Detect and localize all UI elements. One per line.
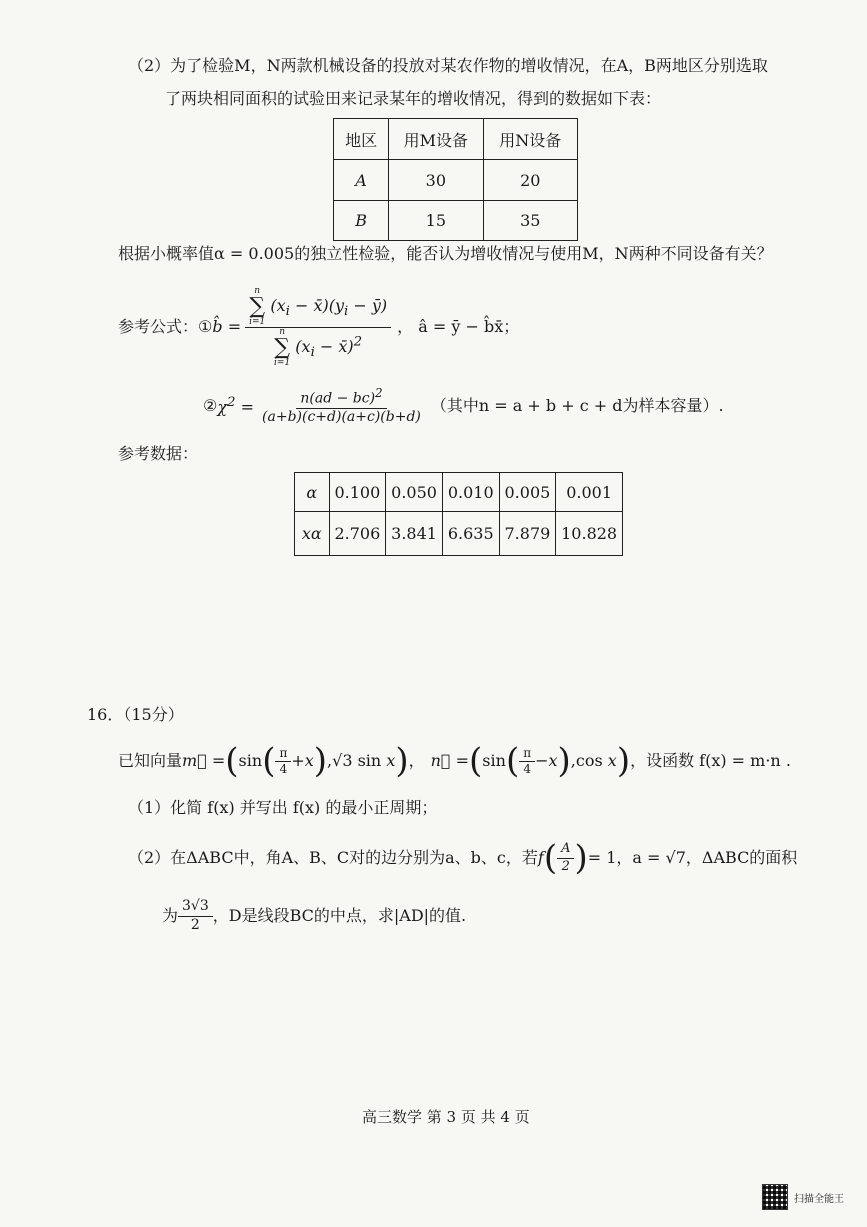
table-cell: α — [295, 473, 330, 512]
q16-part2: （2）在ΔABC中，角A、B、C对的边分别为a、b、c，若 f ( $\frac{A}{2}$ ) = 1 ，a = √7，ΔABC的面积 — [128, 838, 798, 878]
scanner-watermark — [762, 1184, 844, 1210]
q16-header: 16．（15分） — [87, 705, 184, 724]
formula-2-numerator: n(ad − bc)$^2$ — [296, 386, 386, 409]
table-cell: 6.635 — [442, 512, 499, 556]
q16-part2-a: （2）在ΔABC中，角A、B、C对的边分别为a、b、c，若 — [128, 847, 538, 867]
formula-2-chi: $\chi^2$ = — [217, 394, 255, 416]
table-header: 用N设备 — [483, 119, 577, 160]
q16-vectors: 已知向量 m⃗ = ( sin ( $\frac{\pi}{4}$ +x ) ,√3 sin x ) ， n⃗ = ( sin ( $\frac{\pi}{4}$ −x ) ,cos x ) ，设函数 f(x) = m·n . — [118, 741, 791, 781]
table-cell: A — [334, 160, 389, 201]
table-header: 地区 — [334, 119, 389, 160]
table-cell: 10.828 — [556, 512, 623, 556]
q16-line1-a: 已知向量 — [118, 750, 183, 770]
formula-1-fraction — [245, 287, 391, 368]
table-cell: 0.001 — [556, 473, 623, 512]
table-cell: 0.005 — [499, 473, 556, 512]
q16-line1-c: ，设函数 f(x) = m·n . — [630, 750, 791, 770]
device-table — [333, 118, 578, 241]
formula-2-note: （其中n = a + b + c + d为样本容量）. — [430, 395, 724, 415]
qr-code-icon — [762, 1184, 788, 1210]
formula-label: 参考公式： — [118, 316, 199, 336]
q16-part2-b: ，a = √7，ΔABC的面积 — [616, 847, 798, 867]
sum-symbol: n ∑ i=1 — [274, 326, 291, 368]
sum-symbol: n ∑ i=1 — [249, 285, 266, 327]
table-cell: B — [334, 201, 389, 241]
table-cell: 20 — [483, 160, 577, 201]
scanner-brand: 扫描全能王 — [794, 1193, 844, 1205]
formula-1-bhat: b̂ = — [212, 316, 242, 336]
q16-part2-cont: 为 $\frac{3√3}{2}$ ，D是线段BC的中点，求|AD|的值. — [162, 898, 467, 933]
formula-2-fraction — [258, 386, 425, 427]
formula-1-prefix: ① — [198, 316, 213, 336]
table-cell: 0.010 — [442, 473, 499, 512]
formula-1-denominator: n ∑ i=1 ($x_i$ − x̄)$^2$ — [274, 326, 363, 368]
q16-part1: （1）化简 f(x) 并写出 f(x) 的最小正周期； — [128, 798, 438, 817]
table-cell: 2.706 — [329, 512, 386, 556]
table-cell: 30 — [389, 160, 483, 201]
q15-part2-line1: （2）为了检验M，N两款机械设备的投放对某农作物的增收情况，在A，B两地区分别选取 — [128, 56, 768, 75]
table-header: 用M设备 — [389, 119, 483, 160]
table-cell: 35 — [483, 201, 577, 241]
formula-1-numerator: n ∑ i=1 ($x_i$ − $x̄)(y_i$ − ȳ) — [245, 287, 391, 328]
q15-question: 根据小概率值α = 0.005的独立性检验，能否认为增收情况与使用M，N两种不同设备有关？ — [118, 244, 773, 263]
table-cell: xα — [295, 512, 330, 556]
q16-line1-b: ， — [408, 750, 425, 770]
formula-2 — [203, 383, 724, 429]
table-cell: 7.879 — [499, 512, 556, 556]
formula-2-denominator: (a+b)(c+d)(a+c)(b+d) — [262, 408, 421, 425]
q15-part2-line2: 了两块相同面积的试验田来记录某年的增收情况，得到的数据如下表： — [165, 89, 662, 108]
table-cell: 0.100 — [329, 473, 386, 512]
formula-2-prefix: ② — [203, 395, 218, 415]
table-cell: 15 — [389, 201, 483, 241]
q16-part2-d: ，D是线段BC的中点，求|AD|的值. — [212, 905, 467, 925]
ref-data-label: 参考数据： — [118, 444, 199, 463]
page-footer: 高三数学 第 3 页 共 4 页 — [362, 1108, 530, 1126]
table-cell: 3.841 — [386, 512, 443, 556]
formula-1 — [118, 282, 519, 372]
critical-value-table — [294, 472, 623, 556]
q16-part2-c: 为 — [162, 905, 179, 925]
table-cell: 0.050 — [386, 473, 443, 512]
formula-1-tail: ， â = ȳ − b̂x̄； — [397, 316, 520, 336]
